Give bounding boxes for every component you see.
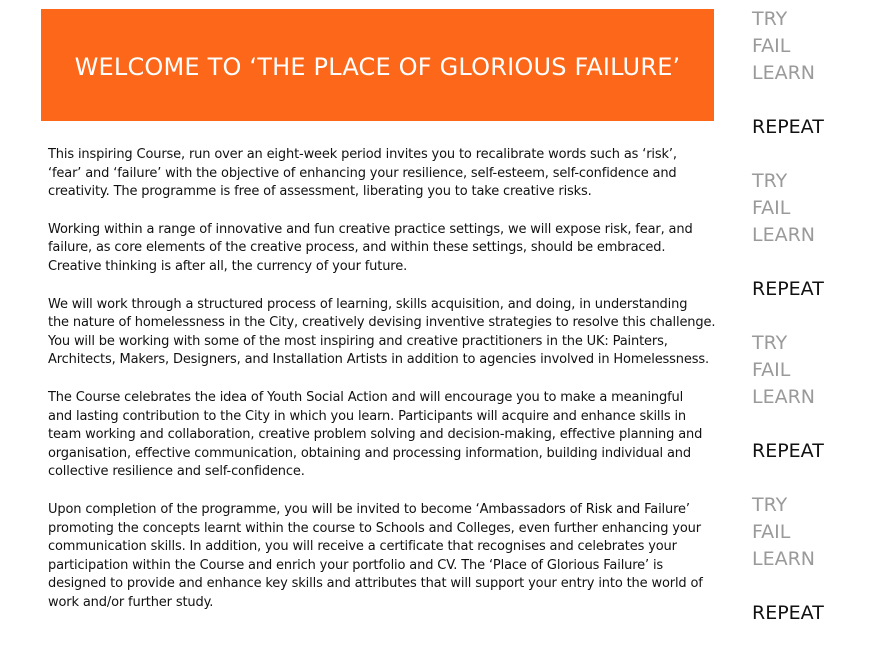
mantra-fail: FAIL xyxy=(752,521,791,543)
mantra-group xyxy=(752,168,862,303)
page-title: WELCOME TO ‘THE PLACE OF GLORIOUS FAILURE’ xyxy=(74,53,681,81)
mantra-repeat: REPEAT xyxy=(752,116,824,138)
mantra-group xyxy=(752,330,862,465)
paragraph-completion: Upon completion of the programme, you will be invited to become ‘Ambassadors of Risk and Failure’ promoting the concepts learnt within the course to Schools and Colleges, even further enhancing your communication skills. In addition, you will receive a certificate that recognises and celebrates your participation within the Course and enrich your portfolio and CV. The ‘Place of Glorious Failure’ is designed to provide and enhance key skills and attributes that will support your entry into the world of work and/or further study. xyxy=(48,501,703,610)
mantra-repeat: REPEAT xyxy=(752,278,824,300)
mantra-try: TRY xyxy=(752,170,788,192)
mantra-learn: LEARN xyxy=(752,224,816,246)
paragraph-intro: This inspiring Course, run over an eight-week period invites you to recalibrate words such as ‘risk’, ‘fear’ and ‘failure’ with the objective of enhancing your resilience, self-esteem, self-confidence and creativity. The programme is free of assessment, liberating you to take creative risks. xyxy=(48,147,677,200)
mantra-try: TRY xyxy=(752,332,788,354)
mantra-learn: LEARN xyxy=(752,62,816,84)
paragraph-youth-social-action: The Course celebrates the idea of Youth Social Action and will encourage you to make a meaningful and lasting contribution to the City in which you learn. Participants will acquire and enhance skills in team working and collaboration, creative problem solving and decision-making, effective planning and organisation, effective communication, obtaining and processing information, building individual and collective resilience and self-confidence. xyxy=(48,389,703,480)
mantra-fail: FAIL xyxy=(752,35,791,57)
sidebar-mantra xyxy=(752,6,862,654)
mantra-try: TRY xyxy=(752,8,788,30)
mantra-repeat: REPEAT xyxy=(752,602,824,624)
mantra-learn: LEARN xyxy=(752,386,816,408)
mantra-fail: FAIL xyxy=(752,197,791,219)
mantra-learn: LEARN xyxy=(752,548,816,570)
mantra-group xyxy=(752,6,862,141)
paragraph-structured-process: We will work through a structured process of learning, skills acquisition, and doing, in understanding the nature of homelessness in the City, creatively devising inventive strategies to resolve this challenge. You will be working with some of the most inspiring and creative practitioners in the UK: Painters, Architects, Makers, Designers, and Installation Artists in addition to agencies involved in Homelessness. xyxy=(48,296,716,368)
mantra-group xyxy=(752,492,862,627)
body-text xyxy=(48,146,728,631)
mantra-fail: FAIL xyxy=(752,359,791,381)
mantra-repeat: REPEAT xyxy=(752,440,824,462)
title-banner xyxy=(41,9,714,121)
mantra-try: TRY xyxy=(752,494,788,516)
paragraph-creative-settings: Working within a range of innovative and fun creative practice settings, we will expose risk, fear, and failure, as core elements of the creative process, and within these settings, should be embraced. Creative thinking is after all, the currency of your future. xyxy=(48,221,693,274)
